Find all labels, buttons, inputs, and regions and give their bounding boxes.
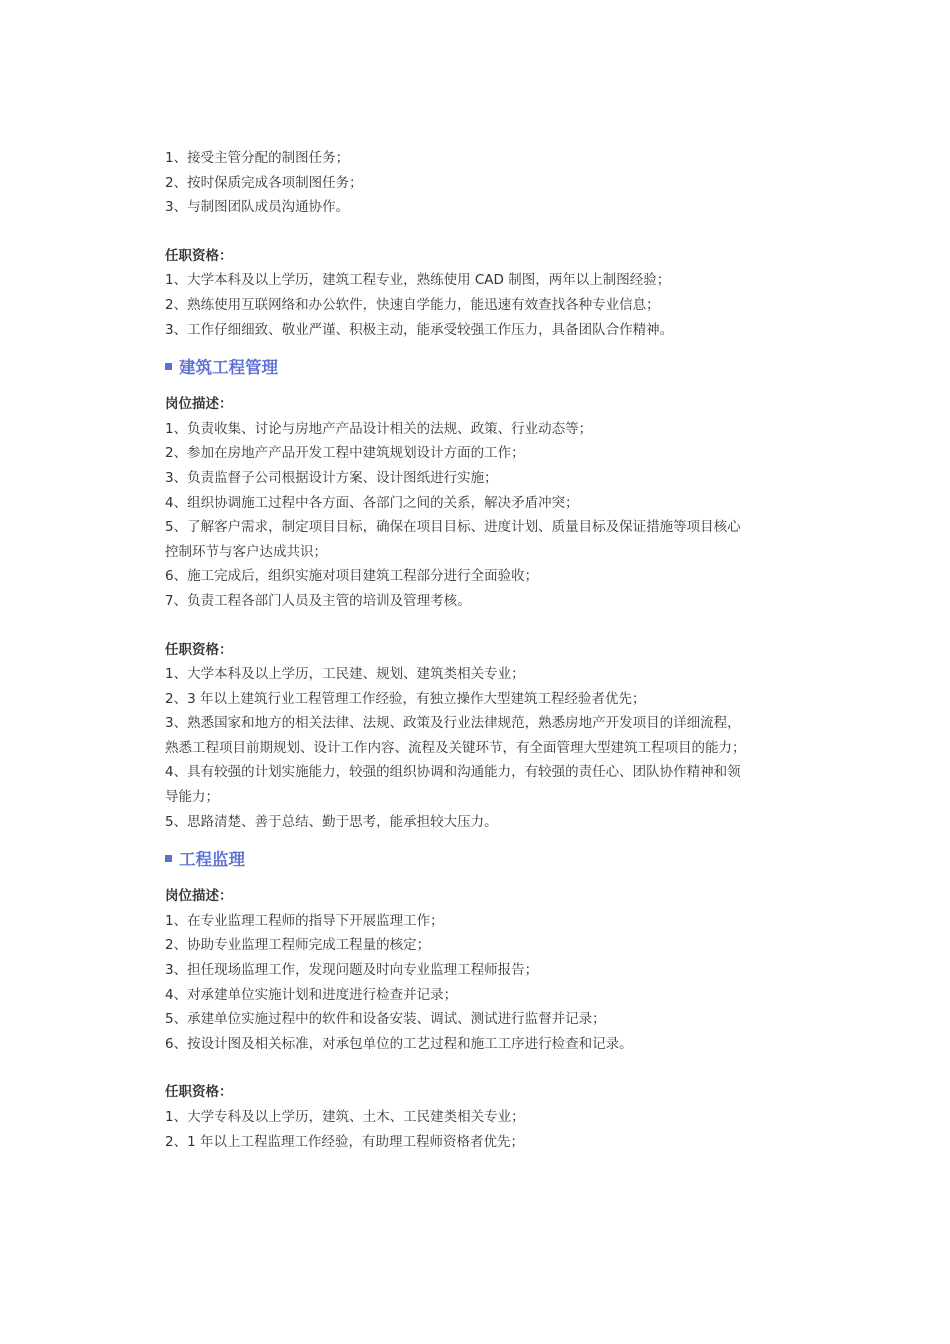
duty-line: 4、组织协调施工过程中各方面、各部门之间的关系，解决矛盾冲突；	[165, 494, 579, 511]
qualification-line: 4、具有较强的计划实施能力，较强的组织协调和沟通能力，有较强的责任心、团队协作精神和领	[165, 764, 741, 781]
duty-line: 3、与制图团队成员沟通协作。	[165, 199, 350, 216]
section-title: 建筑工程管理	[179, 358, 278, 378]
duty-line: 2、按时保质完成各项制图任务；	[165, 174, 363, 191]
qualification-label: 任职资格：	[165, 247, 233, 264]
duty-line: 6、按设计图及相关标准，对承包单位的工艺过程和施工工序进行检查和记录。	[165, 1035, 633, 1052]
duty-line: 3、负责监督子公司根据设计方案、设计图纸进行实施；	[165, 469, 498, 486]
duty-line: 1、负责收集、讨论与房地产产品设计相关的法规、政策、行业动态等；	[165, 420, 593, 437]
qualification-label: 任职资格：	[165, 1084, 233, 1101]
qualification-line: 2、1 年以上工程监理工作经验，有助理工程师资格者优先；	[165, 1133, 524, 1150]
duty-line: 1、在专业监理工程师的指导下开展监理工作；	[165, 912, 444, 929]
duty-line: 7、负责工程各部门人员及主管的培训及管理考核。	[165, 592, 471, 609]
qualification-label: 任职资格：	[165, 641, 233, 658]
duty-line: 2、参加在房地产产品开发工程中建筑规划设计方面的工作；	[165, 445, 525, 462]
qualification-line: 1、大学本科及以上学历，建筑工程专业，熟练使用 CAD 制图，两年以上制图经验；	[165, 272, 671, 289]
square-bullet-icon	[165, 363, 172, 370]
qualification-line: 熟悉工程项目前期规划、设计工作内容、流程及关键环节，有全面管理大型建筑工程项目的能力；	[165, 739, 746, 756]
duty-line: 6、施工完成后，组织实施对项目建筑工程部分进行全面验收；	[165, 568, 539, 585]
duty-line: 4、对承建单位实施计划和进度进行检查并记录；	[165, 986, 458, 1003]
description-label: 岗位描述：	[165, 396, 233, 413]
duty-line: 3、担任现场监理工作，发现问题及时向专业监理工程师报告；	[165, 962, 539, 979]
duty-line: 控制环节与客户达成共识；	[165, 543, 327, 560]
qualification-line: 3、熟悉国家和地方的相关法律、法规、政策及行业法律规范，熟悉房地产开发项目的详细流程，	[165, 715, 741, 732]
qualification-line: 导能力；	[165, 789, 219, 806]
qualification-line: 5、思路清楚、善于总结、勤于思考，能承担较大压力。	[165, 813, 498, 830]
square-bullet-icon	[165, 855, 172, 862]
qualification-line: 1、大学本科及以上学历，工民建、规划、建筑类相关专业；	[165, 666, 525, 683]
qualification-line: 2、3 年以上建筑行业工程管理工作经验，有独立操作大型建筑工程经验者优先；	[165, 690, 646, 707]
section-heading-engineering-supervision	[165, 844, 790, 872]
duty-line: 5、承建单位实施过程中的软件和设备安装、调试、测试进行监督并记录；	[165, 1011, 606, 1028]
duty-line: 1、接受主管分配的制图任务；	[165, 150, 350, 166]
qualification-line: 1、大学专科及以上学历，建筑、土木、工民建类相关专业；	[165, 1109, 525, 1125]
document-page	[165, 146, 790, 1154]
section-heading-construction-management	[165, 352, 790, 380]
description-label: 岗位描述：	[165, 888, 233, 905]
duty-line: 2、协助专业监理工程师完成工程量的核定；	[165, 937, 431, 954]
section-title: 工程监理	[179, 850, 245, 870]
qualification-line: 2、熟练使用互联网络和办公软件，快速自学能力，能迅速有效查找各种专业信息；	[165, 296, 660, 313]
qualification-line: 3、工作仔细细致、敬业严谨、积极主动，能承受较强工作压力，具备团队合作精神。	[165, 321, 674, 338]
duty-line: 5、了解客户需求，制定项目目标，确保在项目目标、进度计划、质量目标及保证措施等项目核心	[165, 519, 741, 536]
